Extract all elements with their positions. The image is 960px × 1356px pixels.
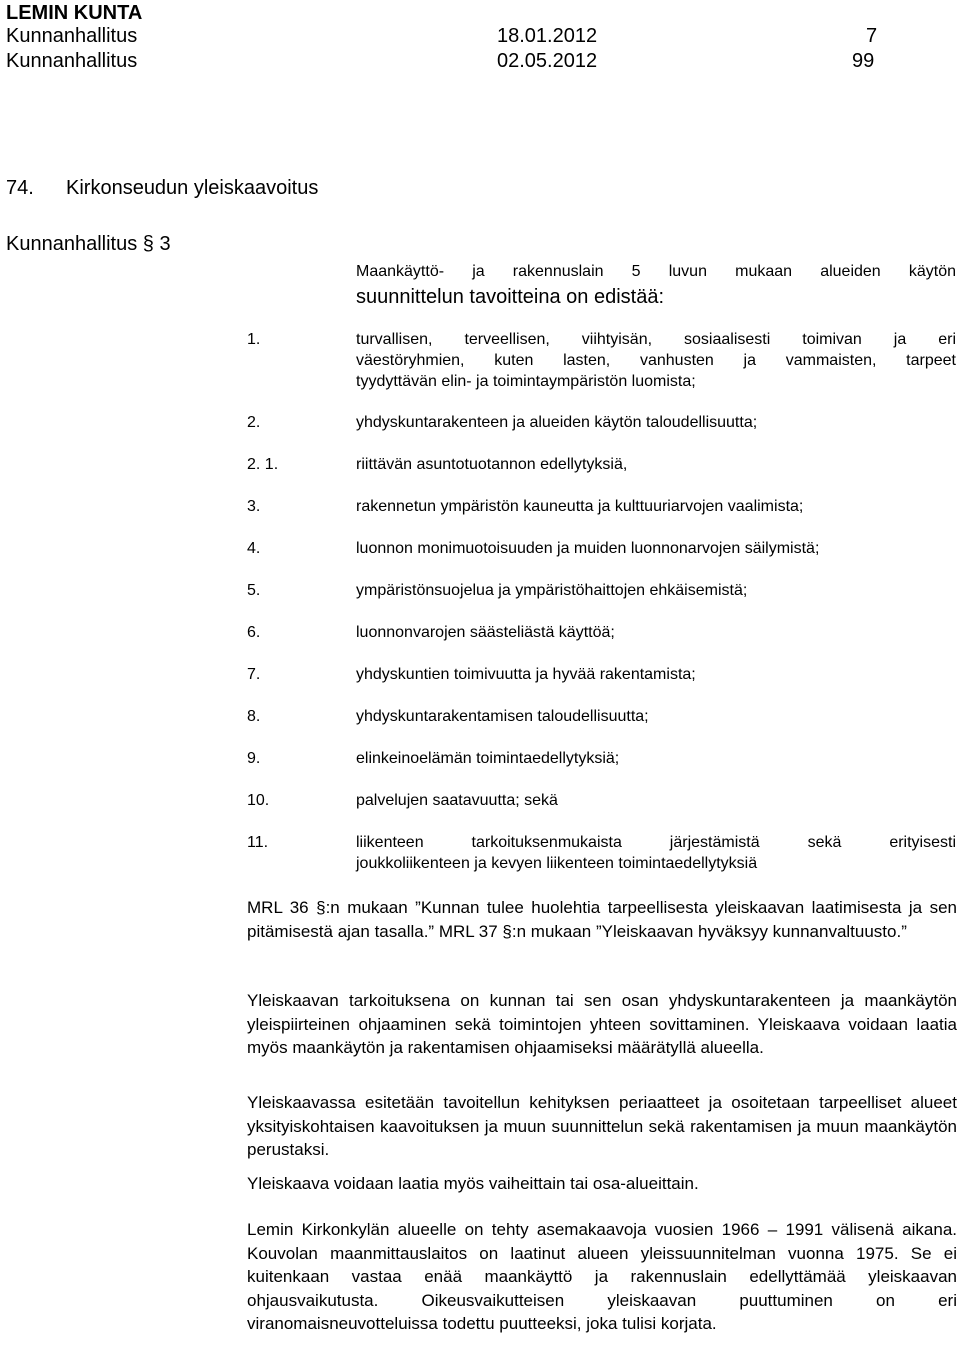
- section-title: Kirkonseudun yleiskaavoitus: [66, 177, 319, 199]
- item-number: 10.: [247, 792, 270, 809]
- header-date-1: 18.01.2012: [497, 25, 598, 47]
- item-text: palvelujen saatavuutta; sekä: [356, 792, 558, 809]
- intro-line-1: Maankäyttö- ja rakennuslain 5 luvun mukaan alueiden käytön: [356, 263, 956, 280]
- item-number: 4.: [247, 540, 261, 557]
- intro-line-2: suunnittelun tavoitteina on edistää:: [356, 286, 664, 308]
- paragraph-phased: Yleiskaava voidaan laatia myös vaiheittain tai osa-alueittain.: [247, 1174, 699, 1193]
- item-1-number: 1.: [247, 331, 261, 348]
- header-page-2: 99: [852, 50, 875, 72]
- item-11-number: 11.: [247, 834, 269, 851]
- item-number: 8.: [247, 708, 261, 725]
- header-page-1: 7: [866, 25, 878, 47]
- header-date-2: 02.05.2012: [497, 50, 598, 72]
- reference-line: Kunnanhallitus § 3: [6, 233, 171, 255]
- organization-name: LEMIN KUNTA: [6, 2, 143, 24]
- item-text: luonnon monimuotoisuuden ja muiden luonnonarvojen säilymistä;: [356, 540, 820, 557]
- item-text: yhdyskuntarakenteen ja alueiden käytön taloudellisuutta;: [356, 414, 758, 431]
- section-number: 74.: [6, 177, 34, 199]
- item-number: 2. 1.: [247, 456, 279, 473]
- item-1-line-3: tyydyttävän elin- ja toimintaympäristön luomista;: [356, 373, 696, 390]
- item-11-line-1: liikenteen tarkoituksenmukaista järjestämistä sekä erityisesti: [356, 834, 956, 851]
- item-1-line-2: väestöryhmien, kuten lasten, vanhusten ja vammaisten, tarpeet: [356, 352, 956, 369]
- paragraph-purpose: Yleiskaavan tarkoituksena on kunnan tai sen osan yhdyskuntarakenteen ja maankäytön yleispiirteinen ohjaaminen sekä toimintojen yhteen sovittaminen. Yleiskaava voidaan laatia myös maankäytön ja rakentamisen ohjaamiseksi määrätyllä alueella.: [247, 991, 957, 1057]
- item-text: ympäristönsuojelua ja ympäristöhaittojen ehkäisemistä;: [356, 582, 748, 599]
- item-text: luonnonvarojen säästeliästä käyttöä;: [356, 624, 615, 641]
- item-text: yhdyskuntarakentamisen taloudellisuutta;: [356, 708, 649, 725]
- item-number: 6.: [247, 624, 261, 641]
- paragraph-principles: Yleiskaavassa esitetään tavoitellun kehityksen periaatteet ja osoitetaan tarpeelliset alueet yksityiskohtaisen kaavoituksen ja muun suunnittelun sekä rakentamisen ja muun maankäytön perustaksi.: [247, 1093, 957, 1159]
- paragraph-mrl: MRL 36 §:n mukaan ”Kunnan tulee huolehtia tarpeellisesta yleiskaavan laatimisesta ja sen pitämisestä ajan tasalla.” MRL 37 §:n mukaan ”Yleiskaavan hyväksyy kunnanvaltuusto.”: [247, 898, 957, 941]
- item-text: rakennetun ympäristön kauneutta ja kulttuuriarvojen vaalimista;: [356, 498, 804, 515]
- item-text: elinkeinoelämän toimintaedellytyksiä;: [356, 750, 620, 767]
- item-number: 7.: [247, 666, 261, 683]
- item-number: 9.: [247, 750, 261, 767]
- item-number: 2.: [247, 414, 261, 431]
- paragraph-history: Lemin Kirkonkylän alueelle on tehty asemakaavoja vuosien 1966 – 1991 välisenä aikana. Kouvolan maanmittauslaitos on laatinut alueen yleissuunnitelman vuonna 1975. Se ei kuitenkaan vastaa enää maankäyttö ja rakennuslain edellyttämää yleiskaavan ohjausvaikutusta. Oikeusvaikutteisen yleiskaavan puuttuminen on eri viranomaisneuvotteluissa todettu puutteeksi, joka tulisi korjata.: [247, 1220, 957, 1333]
- item-number: 3.: [247, 498, 261, 515]
- item-text: riittävän asuntotuotannon edellytyksiä,: [356, 456, 628, 473]
- header-body-2: Kunnanhallitus: [6, 50, 138, 72]
- item-number: 5.: [247, 582, 261, 599]
- item-11-line-2: joukkoliikenteen ja kevyen liikenteen toimintaedellytyksiä: [356, 855, 758, 872]
- item-text: yhdyskuntien toimivuutta ja hyvää rakentamista;: [356, 666, 696, 683]
- header-body-1: Kunnanhallitus: [6, 25, 138, 47]
- item-1-line-1: turvallisen, terveellisen, viihtyisän, sosiaalisesti toimivan ja eri: [356, 331, 956, 348]
